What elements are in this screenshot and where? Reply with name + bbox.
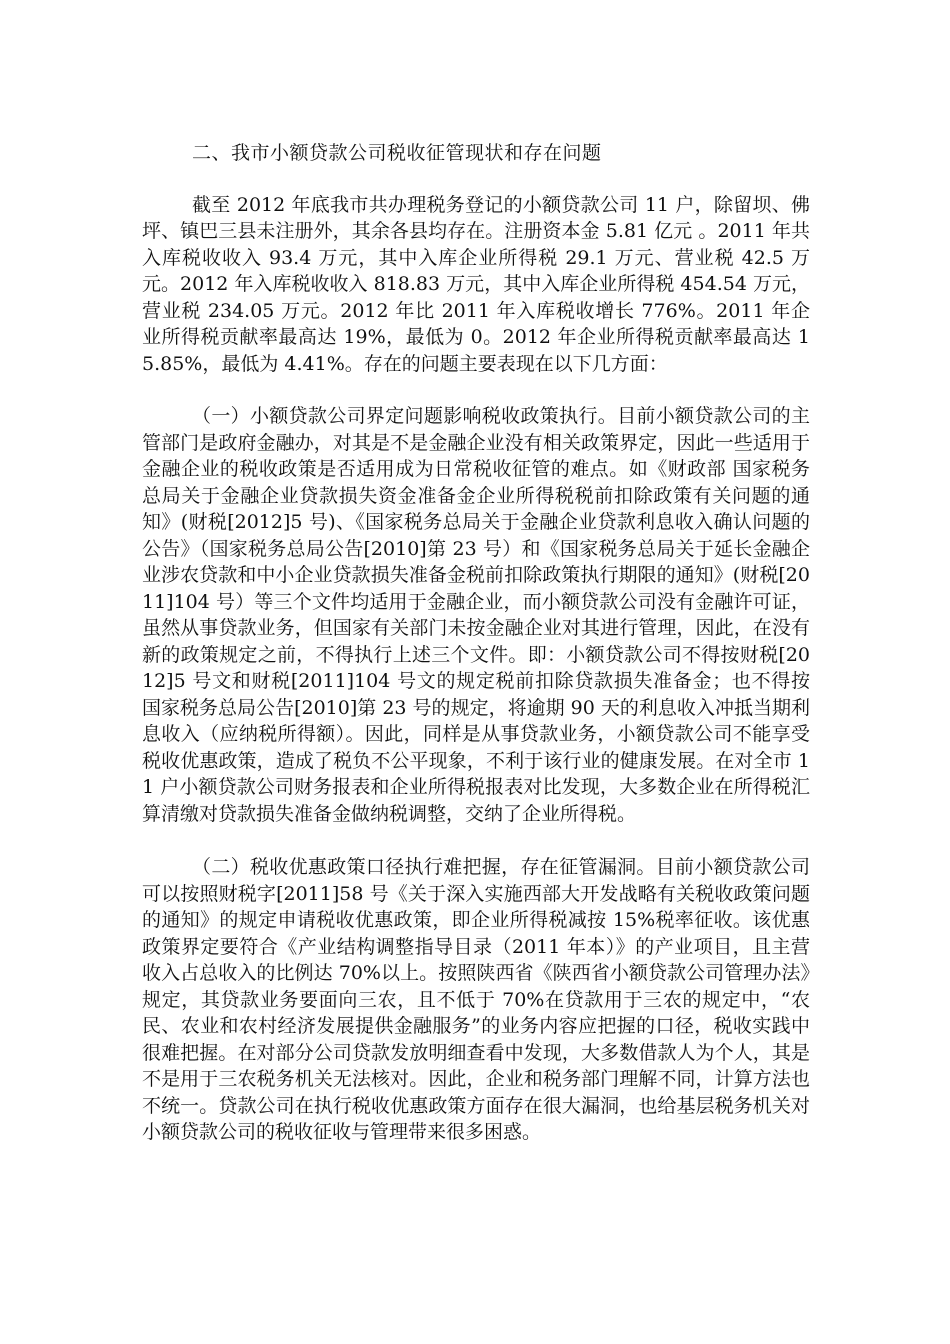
section-heading: 二、我市小额贷款公司税收征管现状和存在问题 xyxy=(192,142,602,164)
paragraph-issue-one: （一）小额贷款公司界定问题影响税收政策执行。目前小额贷款公司的主管部门是政府金融办，对其是不是金融企业没有相关政策界定，因此一些适用于金融企业的税收政策是否适用成为日常税收征管的难点。如《财政部 国家税务总局关于金融企业贷款损失资金准备金企业所得税税前扣除政策有关问题的通知》(财税[2012]5 号)、《国家税务总局关于金融企业贷款利息收入确认问题的公告》（国家税务总局公告[2010]第 23 号）和《国家税务总局关于延长金融企业涉农贷款和中小企业贷款损失准备金税前扣除政策执行期限的通知》(财税[2011]104 号）等三个文件均适用于金融企业，而小额贷款公司没有金融许可证，虽然从事贷款业务，但国家有关部门未按金融企业对其进行管理，因此，在没有新的政策规定之前，不得执行上述三个文件。即：小额贷款公司不得按财税[2012]5 号文和财税[2011]104 号文的规定税前扣除贷款损失准备金；也不得按国家税务总局公告[2010]第 23 号的规定，将逾期 90 天的利息收入冲抵当期利息收入（应纳税所得额）。因此，同样是从事贷款业务，小额贷款公司不能享受税收优惠政策，造成了税负不公平现象，不利于该行业的健康发展。在对全市 11 户小额贷款公司财务报表和企业所得税报表对比发现，大多数企业在所得税汇算清缴对贷款损失准备金做纳税调整，交纳了企业所得税。 xyxy=(142,405,810,825)
paragraph-issue-two: （二）税收优惠政策口径执行难把握，存在征管漏洞。目前小额贷款公司可以按照财税字[2011]58 号《关于深入实施西部大开发战略有关税收政策问题的通知》的规定申请税收优惠政策，即企业所得税减按 15%税率征收。该优惠政策界定要符合《产业结构调整指导目录（2011 年本）》的产业项目，且主营收入占总收入的比例达 70%以上。按照陕西省《陕西省小额贷款公司管理办法》规定，其贷款业务要面向三农，且不低于 70%在贷款用于三农的规定中，“农民、农业和农村经济发展提供金融服务”的业务内容应把握的口径，税收实践中很难把握。在对部分公司贷款发放明细查看中发现，大多数借款人为个人，其是不是用于三农税务机关无法核对。因此，企业和税务部门理解不同，计算方法也不统一。贷款公司在执行税收优惠政策方面存在很大漏洞，也给基层税务机关对小额贷款公司的税收征收与管理带来很多困惑。 xyxy=(142,856,810,1143)
paragraph-overview: 截至 2012 年底我市共办理税务登记的小额贷款公司 11 户，除留坝、佛坪、镇巴三县未注册外，其余各县均存在。注册资本金 5.81 亿元 。2011 年共入库税收收入 93.4 万元，其中入库企业所得税 29.1 万元、营业税 42.5 万元。2012 年入库税收收入 818.83 万元，其中入库企业所得税 454.54 万元，营业税 234.05 万元。2012 年比 2011 年入库税收增长 776%。2011 年企业所得税贡献率最高达 19%，最低为 0。2012 年企业所得税贡献率最高达 15.85%，最低为 4.41%。存在的问题主要表现在以下几方面： xyxy=(142,193,810,375)
document-body xyxy=(142,140,810,1146)
